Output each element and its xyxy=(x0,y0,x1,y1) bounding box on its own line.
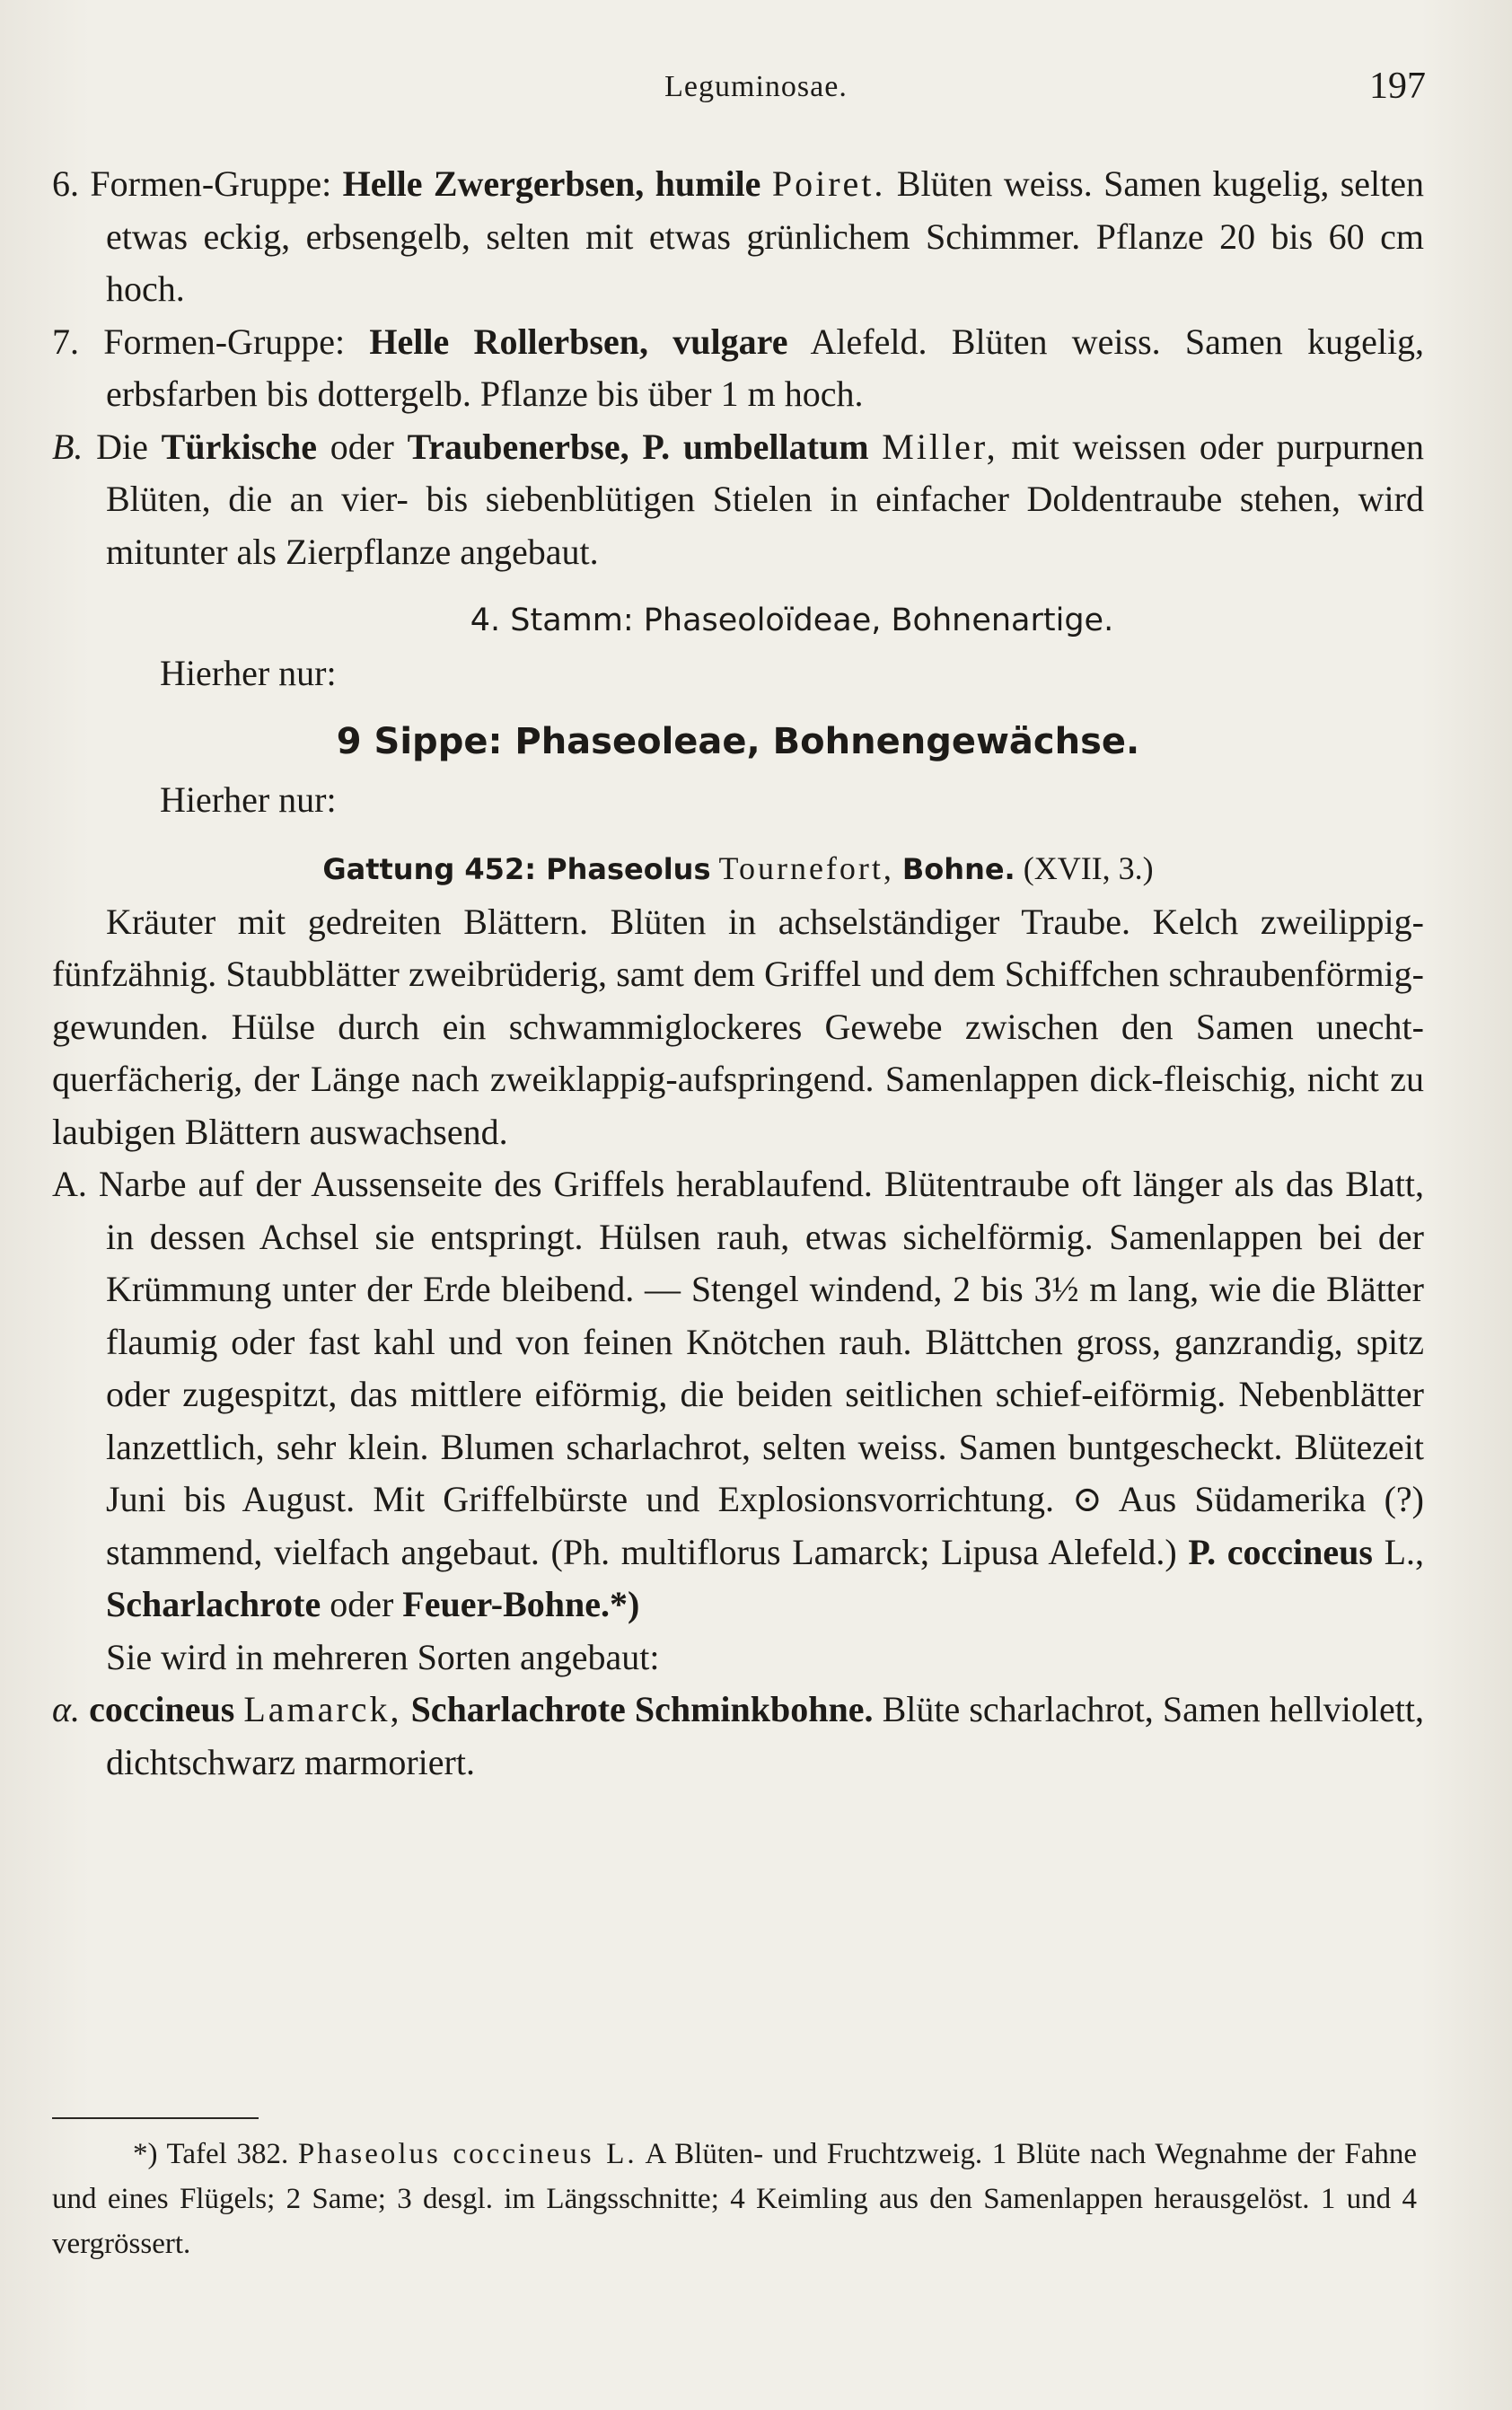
gattung-reference: (XVII, 3.) xyxy=(1023,850,1154,886)
item-number: B. xyxy=(52,426,84,467)
header-title: Leguminosae. xyxy=(664,70,848,103)
group-author: Miller, xyxy=(882,426,998,467)
connector-word: oder xyxy=(330,426,394,467)
footnote-plate: Tafel 382. xyxy=(166,2138,289,2170)
variety-author: Lamarck, xyxy=(243,1689,402,1729)
section-b-tuerkische-erbse xyxy=(52,421,1424,579)
gattung-label: Gattung 452: Phaseolus xyxy=(322,852,711,886)
group-description: mit weissen oder purpurnen Blüten, die an vier- bis siebenblütigen Stielen in einfacher Doldentraube stehen, wird mitunter als Zierpflanze angebaut. xyxy=(106,426,1425,572)
item-number: 7. xyxy=(52,321,79,362)
variety-name: coccineus xyxy=(89,1689,235,1729)
group-author: Alefeld. xyxy=(810,321,927,362)
hierher-nur-2: Hierher nur: xyxy=(160,778,337,820)
species-author: L., xyxy=(1384,1531,1425,1572)
variety-common-name: Scharlachrote Schminkbohne. xyxy=(410,1689,874,1729)
page-number: 197 xyxy=(1369,66,1426,107)
item-number: A. xyxy=(52,1164,87,1204)
common-name-1: Scharlachrote xyxy=(106,1584,321,1624)
gattung-author: Tournefort, xyxy=(718,850,894,886)
group-latin-name: vulgare xyxy=(672,321,788,362)
sorte-alpha xyxy=(52,1684,1424,1789)
gattung-heading xyxy=(52,842,1424,896)
group-prefix: Formen-Gruppe: xyxy=(90,163,332,204)
footnote-description: A Blüten- und Fruchtzweig. 1 Blüte nach Wegnahme der Fahne und eines Flügels; 2 Same; 3 desgl. im Längsschnitte; 4 Keimling aus den Samenlappen herausgelöst. 1 und 4 vergrössert. xyxy=(52,2138,1418,2260)
running-header xyxy=(0,65,1512,110)
footnote-rule xyxy=(52,2117,259,2119)
group-name: Helle Rollerbsen, xyxy=(369,321,648,362)
variety-description: Blüte scharlachrot, Samen hellviolett, dichtschwarz marmoriert. xyxy=(106,1689,1425,1782)
group-description: Blüten weiss. Samen kugelig, erbsfarben bis dottergelb. Pflanze bis über 1 m hoch. xyxy=(106,321,1425,414)
main-text xyxy=(52,158,1424,1789)
group-name: Türkische xyxy=(161,426,318,467)
gattung-description: Kräuter mit gedreiten Blättern. Blüten in achselständiger Traube. Kelch zweilippig-fünfzähnig. Staubblätter zweibrüderig, samt dem Griffel und dem Schiffchen schraubenförmig-gewunden. Hülse durch ein schwammiglockeres Gewebe zwischen den Samen unecht-querfächerig, der Länge nach zweiklappig-aufspringend. Samenlappen dick-fleischig, nicht zu laubigen Blättern auswachsend. xyxy=(52,901,1424,1152)
group-description: Blüten weiss. Samen kugelig, selten etwas eckig, erbsengelb, selten mit etwas grünlichem Schimmer. Pflanze 20 bis 60 cm hoch. xyxy=(106,163,1425,309)
section-a xyxy=(52,1158,1424,1632)
group-latin-name: Traubenerbse, P. umbellatum xyxy=(407,426,869,467)
footnote-species: Phaseolus coccineus L. xyxy=(297,2138,637,2170)
hierher-nur-1: Hierher nur: xyxy=(160,652,337,693)
group-author: Poiret. xyxy=(771,163,886,204)
item-number: α. xyxy=(52,1689,80,1729)
item-number: 6. xyxy=(52,163,79,204)
footnote-mark: *) xyxy=(133,2138,158,2170)
connector-word: oder xyxy=(330,1584,394,1624)
common-name-2: Feuer-Bohne.*) xyxy=(402,1584,640,1624)
species-name: P. coccineus xyxy=(1188,1531,1373,1572)
footnote xyxy=(52,2132,1417,2266)
formen-gruppe-6 xyxy=(52,158,1424,316)
footnote-text xyxy=(52,2132,1417,2266)
gattung-german-name: Bohne. xyxy=(901,852,1015,886)
formen-gruppe-7 xyxy=(52,316,1424,421)
group-prefix: Die xyxy=(96,426,148,467)
stamm-heading: 4. Stamm: Phaseoloïdeae, Bohnenartige. xyxy=(470,602,1114,638)
group-latin-name: humile xyxy=(655,163,761,204)
sorten-intro: Sie wird in mehreren Sorten angebaut: xyxy=(106,1636,660,1677)
group-name: Helle Zwergerbsen, xyxy=(342,163,645,204)
group-prefix: Formen-Gruppe: xyxy=(103,321,346,362)
section-a-text: Narbe auf der Aussenseite des Griffels herablaufend. Blütentraube oft länger als das Blatt, in dessen Achsel sie entspringt. Hülsen rauh, etwas sichelförmig. Samenlappen bei der Krümmung unter der Erde bleibend. — Stengel windend, 2 bis 3½ m lang, wie die Blätter flaumig oder fast kahl und von feinen Knötchen rauh. Blättchen gross, ganzrandig, spitz oder zugespitzt, das mittlere eiförmig, die beiden seitlichen schief-eiförmig. Nebenblätter lanzettlich, sehr klein. Blumen scharlachrot, selten weiss. Samen buntgescheckt. Blütezeit Juni bis August. Mit Griffelbürste und Explosionsvorrichtung. ⊙ Aus Südamerika (?) stammend, vielfach angebaut. (Ph. multiflorus Lamarck; Lipusa Alefeld.) xyxy=(98,1164,1425,1572)
sippe-heading: 9 Sippe: Phaseoleae, Bohnengewächse. xyxy=(336,721,1140,762)
